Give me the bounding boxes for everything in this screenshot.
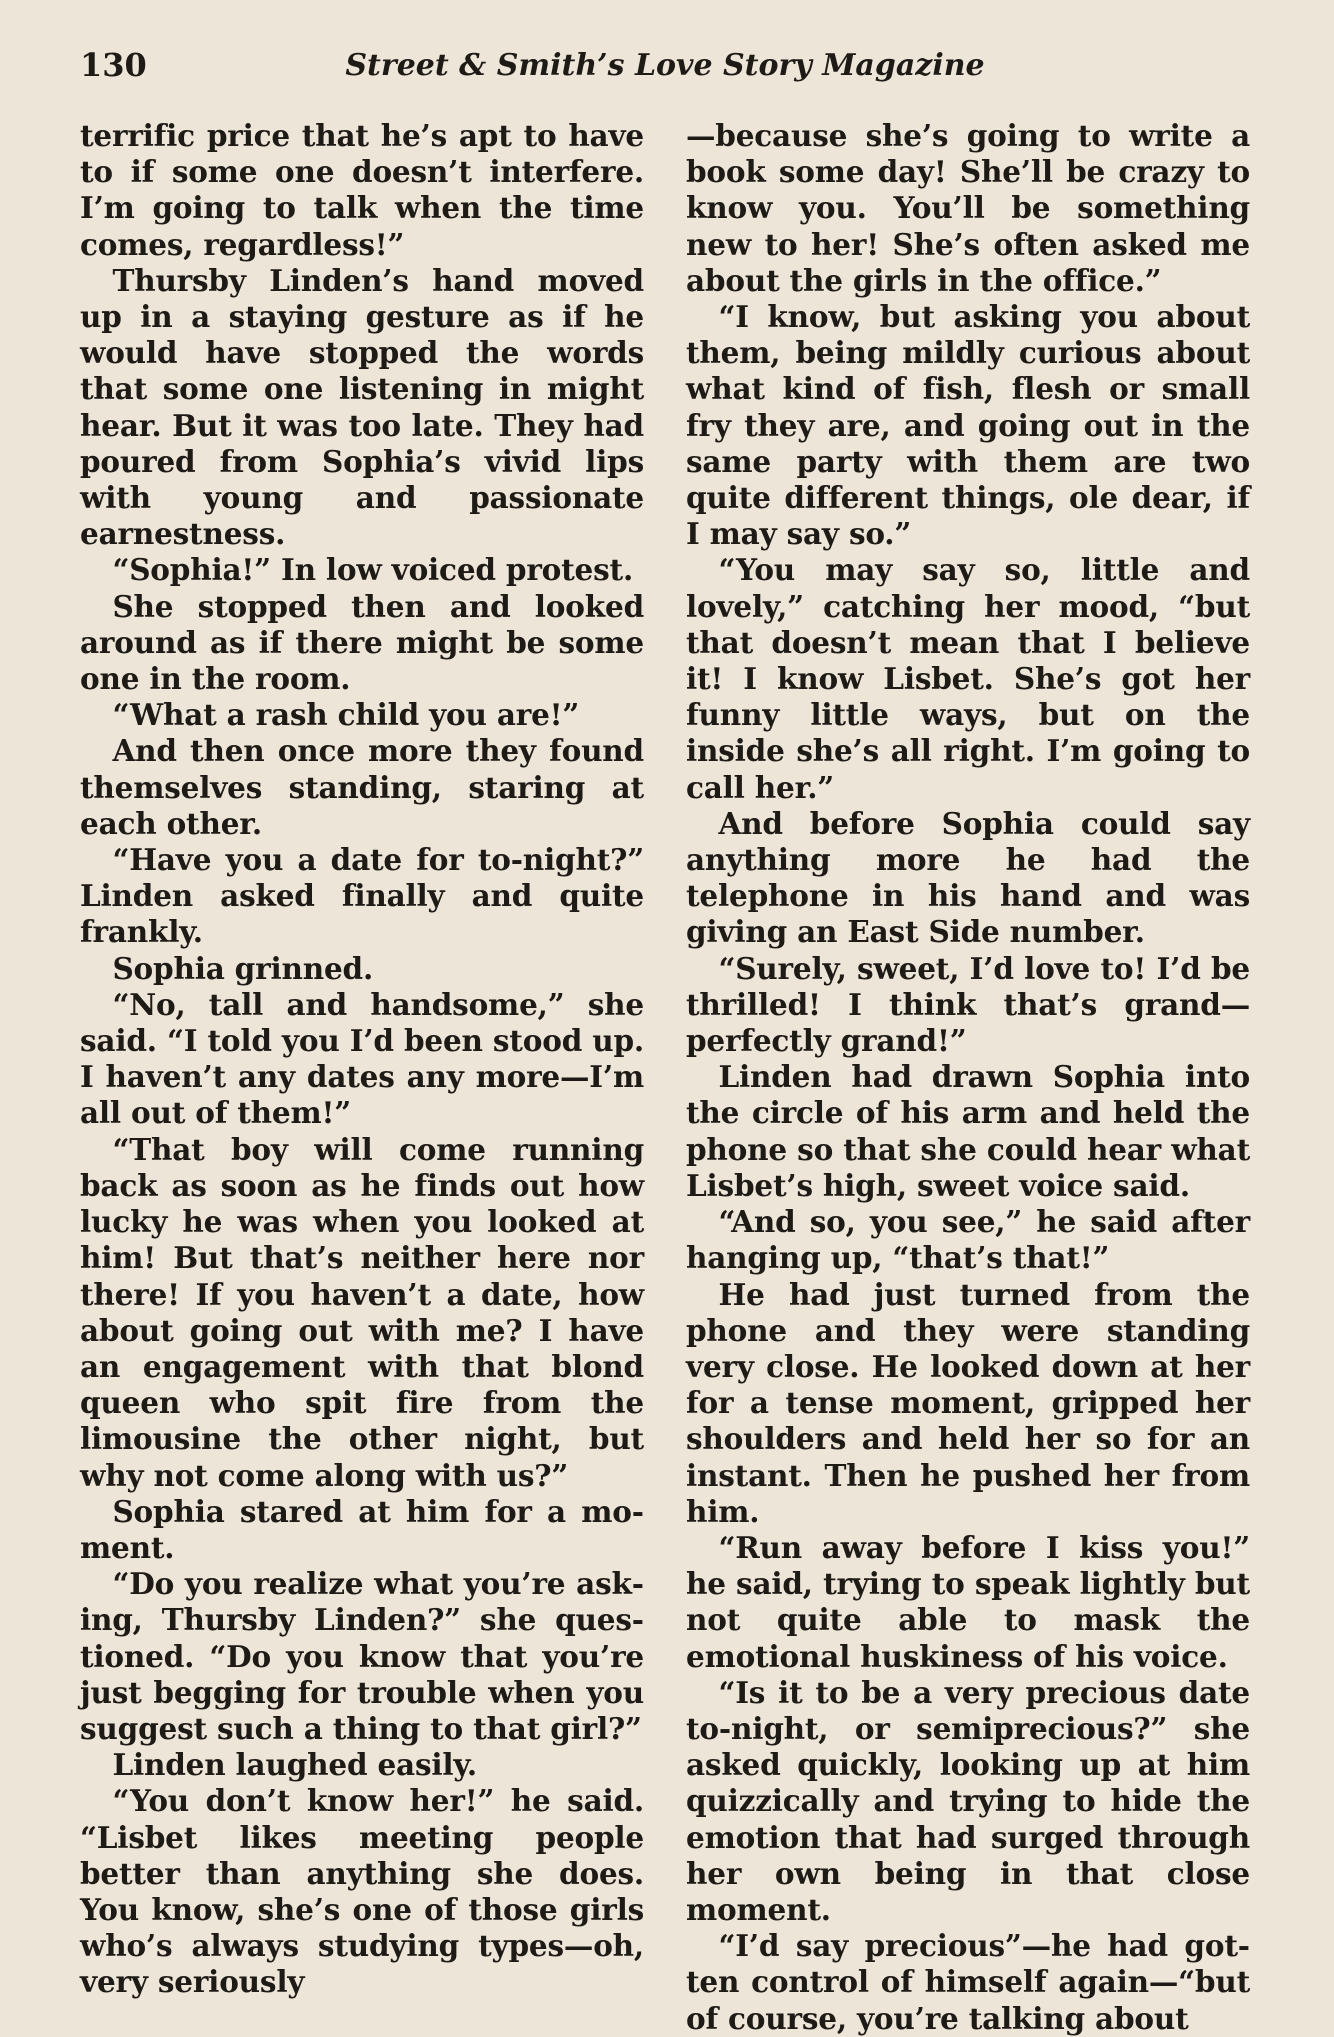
- paragraph: “And so, you see,” he said after hanging up, “that’s that!”: [686, 1204, 1250, 1276]
- paragraph: “Sophia!” In low voiced protest.: [112, 552, 634, 588]
- paragraph: —because she’s going to write a book some day! She’ll be crazy to know you. You’ll be something new to her! She’s often asked me about the girls in the office.”: [686, 118, 1250, 298]
- paragraph: And before Sophia could say anything more he had the telephone in his hand and was giving an East Side number.: [686, 805, 1250, 950]
- paragraph: She stopped then and looked around as if there might be some one in the room.: [80, 588, 644, 697]
- paragraph: “Have you a date for to-night?” Linden asked finally and quite frankly.: [80, 842, 644, 950]
- paragraph: And then once more they found themselves standing, staring at each other.: [80, 733, 644, 841]
- paragraph: Sophia grinned.: [112, 950, 374, 986]
- paragraph: Thursby Linden’s hand moved up in a staying gesture as if he would have stopped the words that some one listening in might hear. But it was too late. They had poured from Sophia’s vivid lips with young and passionate earnestness.: [80, 262, 644, 552]
- paragraph: “Run away before I kiss you!” he said, trying to speak lightly but not quite able to mask the emotional huskiness of his voice.: [686, 1529, 1250, 1674]
- paragraph: Sophia stared at him for a moment.: [80, 1493, 644, 1565]
- page-number: 130: [80, 46, 147, 84]
- paragraph: He had just turned from the phone and they were standing very close. He looked down at her for a tense moment, gripped her shoulders and held her so for an instant. Then he pushed her from him.: [686, 1276, 1250, 1529]
- text-column-right: [686, 118, 1250, 2037]
- paragraph: “You may say so, little and lovely,” catching her mood, “but that doesn’t mean that I believe it! I know Lisbet. She’s got her funny little ways, but on the inside she’s all right. I’m going to call her.”: [686, 552, 1250, 805]
- paragraph: “I’d say precious”—he had gotten control of himself again—“but of course, you’re talking about: [686, 1928, 1250, 2036]
- paragraph: Linden had drawn Sophia into the circle of his arm and held the phone so that she could hear what Lisbet’s high, sweet voice said.: [686, 1059, 1250, 1203]
- running-title: Street & Smith’s Love Story Magazine: [345, 48, 985, 83]
- paragraph: Linden laughed easily.: [112, 1747, 477, 1783]
- paragraph: “I know, but asking you about them, being mildly curious about what kind of fish, flesh or small fry they are, and going out in the same party with them are two quite different things, ole dear, if I may say so.”: [686, 299, 1250, 552]
- paragraph: “Do you realize what you’re asking, Thursby Linden?” she questioned. “Do you know that you’re just begging for trouble when you suggest such a thing to that girl?”: [80, 1566, 644, 1746]
- page-header: [80, 40, 1250, 100]
- paragraph: “Is it to be a very precious date to-night, or semiprecious?” she asked quickly, looking up at him quizzically and trying to hide the emotion that had surged through her own being in that close moment.: [686, 1674, 1250, 1927]
- paragraph: “You don’t know her!” he said. “Lisbet likes meeting people better than anything she does. You know, she’s one of those girls who’s always studying types—oh, very seriously: [80, 1783, 644, 2000]
- paragraph: “What a rash child you are!”: [112, 697, 580, 733]
- paragraph: “That boy will come running back as soon as he finds out how lucky he was when you looked at him! But that’s neither here nor there! If you haven’t a date, how about going out with me? I have an engagement with that blond queen who spit fire from the limousine the other night, but why not come along with us?”: [80, 1131, 644, 1493]
- paragraph: “No, tall and handsome,” she said. “I told you I’d been stood up. I haven’t any dates any more—I’m all out of them!”: [80, 986, 644, 1131]
- paragraph: terrific price that he’s apt to have to if some one doesn’t interfere. I’m going to talk when the time comes, regardless!”: [80, 118, 644, 262]
- text-column-left: [80, 118, 644, 2001]
- paragraph: “Surely, sweet, I’d love to! I’d be thrilled! I think that’s grand—perfectly grand!”: [686, 950, 1250, 1059]
